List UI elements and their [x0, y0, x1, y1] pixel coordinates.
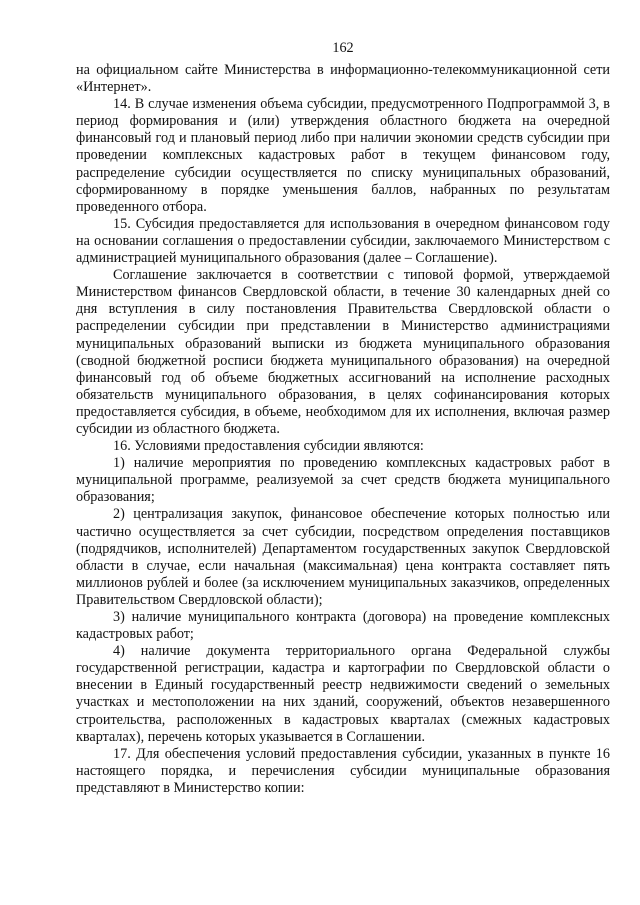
paragraph-item-14: 14. В случае изменения объема субсидии, предусмотренного Подпрограммой 3, в период формирования и (или) утверждения областного бюджета на очередной финансовый год и плановый период либо при наличии экономии средств субсидии при проведении комплексных кадастровых работ в текущем финансовом году, распределение субсидии осуществляется по списку муниципальных образований, сформированному в порядке уменьшения баллов, набранных по результатам проведенного отбора. [76, 96, 610, 215]
paragraph-condition-4: 4) наличие документа территориального органа Федеральной службы государственной регистрации, кадастра и картографии по Свердловской области о внесении в Единый государственный реестр недвижимости сведений о земельных участках и местоположении на них зданий, сооружений, объектов незавершенного строительства, расположенных в кадастровых кварталах (смежных кадастровых кварталах), перечень которых указывается в Соглашении. [76, 643, 610, 745]
paragraph-item-16: 16. Условиями предоставления субсидии являются: [113, 438, 424, 455]
paragraph-condition-1: 1) наличие мероприятия по проведению комплексных кадастровых работ в муниципальной программе, реализуемой за счет средств бюджета муниципального образования; [76, 455, 610, 506]
paragraph-continuation: на официальном сайте Министерства в информационно-телекоммуникационной сети «Интернет». [76, 62, 610, 96]
paragraph-condition-2: 2) централизация закупок, финансовое обеспечение которых полностью или частично осуществляется за счет субсидии, посредством определения поставщиков (подрядчиков, исполнителей) Департаментом государственных закупок Свердловской области в случае, если начальная (максимальная) цена контракта составляет пять миллионов рублей и более (за исключением муниципальных заказчиков, определенных Правительством Свердловской области); [76, 506, 610, 608]
paragraph-agreement: Соглашение заключается в соответствии с типовой формой, утверждаемой Министерством финансов Свердловской области, в течение 30 календарных дней со дня вступления в силу постановления Правительства Свердловской области о распределении субсидии при представлении в Министерство администрациями муниципальных образований выписки из бюджета муниципального образования (сводной бюджетной росписи бюджета муниципального образования) на очередной финансовый год об объеме бюджетных ассигнований на исполнение расходных обязательств муниципального образования, в целях софинансирования которых предоставляется субсидия, в объеме, необходимом для их исполнения, включая размер субсидии из областного бюджета. [76, 267, 610, 437]
paragraph-condition-3: 3) наличие муниципального контракта (договора) на проведение комплексных кадастровых работ; [76, 609, 610, 643]
paragraph-item-17: 17. Для обеспечения условий предоставления субсидии, указанных в пункте 16 настоящего порядка, и перечисления субсидии муниципальные образования представляют в Министерство копии: [76, 745, 610, 796]
document-body [76, 62, 610, 797]
paragraph-item-15: 15. Субсидия предоставляется для использования в очередном финансовом году на основании соглашения о предоставлении субсидии, заключаемого Министерством с администрацией муниципального образования (далее – Соглашение). [76, 215, 610, 267]
page-number: 162 [332, 40, 354, 56]
document-page [76, 34, 610, 797]
